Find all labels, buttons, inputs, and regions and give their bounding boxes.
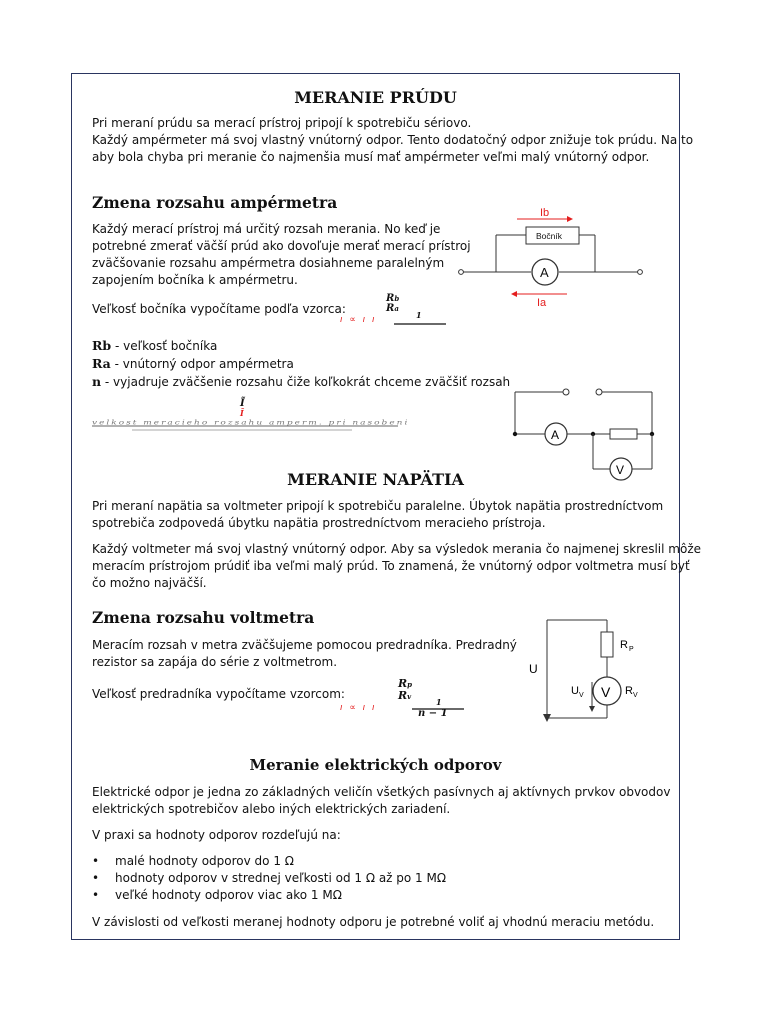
meter-v2: V [616, 463, 625, 477]
shunt-formula [340, 293, 450, 329]
text-line: Pri meraní prúdu sa merací prístroj pripojí k spotrebiču sériovo. [92, 116, 472, 130]
section-title-ammeter-range: Zmena rozsahu ampérmetra [92, 193, 338, 212]
meter-v3: V [601, 684, 611, 700]
shunt-formula-label: Veľkosť bočníka vypočítame podľa vzorca: [92, 302, 346, 316]
section-title-current: MERANIE PRÚDU [294, 88, 457, 107]
formula-red-marks: ı ∝ ı ı [340, 315, 377, 325]
formula-sub: v [407, 692, 412, 701]
label-shunt: Bočník [536, 231, 562, 241]
def-term: Rb [92, 338, 112, 353]
formula-sub: p [407, 680, 413, 689]
text-line: Pri meraní napätia sa voltmeter pripojí k spotrebiču paralelne. Úbytok napätia prostredníctvom [92, 499, 664, 513]
section4-text [92, 637, 517, 671]
definitions [92, 337, 510, 391]
section3-para1 [92, 498, 663, 532]
formula-red-marks: ı ∝ ı ı [340, 703, 377, 713]
section1-text [92, 115, 693, 166]
meter-a2: A [551, 428, 560, 442]
label-rp: R [620, 639, 628, 651]
label-ia: Ia [537, 297, 547, 309]
label-rv-sub: V [633, 692, 638, 699]
series-resistor-formula-label: Veľkosť predradníka vypočítame vzorcom: [92, 687, 345, 701]
scrambled-lines [92, 425, 398, 431]
resistance-list [89, 853, 446, 904]
text-line: Elektrické odpor je jedna zo základných veličín všetkých pasívnych aj aktívnych prvkov obvodov [92, 785, 671, 799]
fraction-bar [394, 322, 446, 326]
def-term: n [92, 374, 102, 389]
def-rb [92, 337, 510, 355]
formula-r: R [386, 303, 395, 314]
section2-text [92, 221, 471, 289]
text-line: Každý ampérmeter má svoj vlastný vnútorný odpor. Tento dodatočný odpor znižuje tok prúdu. Na to [92, 133, 694, 147]
def-n [92, 373, 510, 391]
label-ib: Ib [540, 207, 550, 219]
label-uv-sub: V [579, 692, 584, 699]
text-line: čo možno najväčší. [92, 576, 207, 590]
meter-a: A [540, 265, 549, 280]
section-title-resistance: Meranie elektrických odporov [249, 756, 502, 774]
section-title-voltmeter-range: Zmena rozsahu voltmetra [92, 608, 315, 627]
def-text: - vyjadruje zväčšenie rozsahu čiže koľkokrát chceme zväčšiť rozsah [101, 375, 511, 389]
text-line: zapojením bočníka k ampérmetru. [92, 273, 298, 287]
list-item: • veľké hodnoty odporov viac ako 1 MΩ [89, 887, 446, 904]
formula-r: R [398, 689, 408, 702]
label-rp-sub: P [629, 646, 634, 653]
text-line: Každý voltmeter má svoj vlastný vnútorný odpor. Aby sa výsledok merania čo najmenej skreslil môže [92, 542, 701, 556]
text-line: Každý merací prístroj má určitý rozsah merania. No keď je [92, 222, 441, 236]
text-line: spotrebiča zodpovedá úbytku napätia prostredníctvom meracieho prístroja. [92, 516, 546, 530]
label-u: U [529, 662, 538, 676]
scrambled-formula [92, 398, 410, 438]
def-text: - vnútorný odpor ampérmetra [110, 357, 294, 371]
formula-one: 1 [436, 697, 442, 707]
formula-sub: a [394, 304, 399, 313]
formula-one: 1 [416, 310, 422, 320]
section-title-voltage: MERANIE NAPÄTIA [287, 470, 464, 489]
text-line: rezistor sa zapája do série z voltmetrom. [92, 655, 338, 669]
formula-mark: Ĩ [240, 408, 244, 418]
text-line: aby bola chyba pri meranie čo najmenšia musí mať ampérmeter veľmi malý vnútorný odpor. [92, 150, 650, 164]
voltmeter-series-circuit [525, 614, 655, 724]
list-item: • hodnoty odporov v strednej veľkosti od 1 Ω až po 1 MΩ [89, 870, 446, 887]
formula-denominator: n − 1 [418, 708, 448, 719]
def-text: - veľkosť bočníka [111, 339, 218, 353]
section3-para2 [92, 541, 701, 592]
section5-para1 [92, 784, 670, 818]
text-line: Meracím rozsah v metra zväčšujeme pomocou predradníka. Predradný [92, 638, 517, 652]
def-term: Ra [92, 356, 111, 371]
label-uv: U [571, 685, 579, 697]
def-ra [92, 355, 510, 373]
series-resistor-formula [340, 677, 465, 719]
section5-intro: V praxi sa hodnoty odporov rozdeľujú na: [92, 828, 341, 842]
formula-r: R [386, 293, 395, 304]
section5-closing: V závislosti od veľkosti meranej hodnoty odporu je potrebné voliť aj vhodnú meraciu metódu. [92, 915, 655, 929]
ammeter-voltmeter-circuit [505, 383, 665, 483]
ammeter-shunt-circuit [455, 205, 655, 310]
formula-r: R [398, 677, 408, 690]
text-line: zväčšovanie rozsahu ampérmetra dosiahneme paralelným [92, 256, 445, 270]
text-line: potrebné zmerať väčší prúd ako dovoľuje merať merací prístroj [92, 239, 471, 253]
text-line: meracím prístrojom prúdiť iba veľmi malý prúd. To znamená, že vnútorný odpor voltmetra musí byť [92, 559, 690, 573]
text-line: elektrických spotrebičov alebo iných elektrických zariadení. [92, 802, 451, 816]
list-item: • malé hodnoty odporov do 1 Ω [89, 853, 446, 870]
formula-sub: b [394, 294, 400, 303]
scrambled-text: velkost meracieho rozsahu amperm. pri nasobeni [92, 419, 410, 427]
label-rv: R [625, 685, 633, 697]
formula-mark: Ĩ [240, 398, 245, 409]
